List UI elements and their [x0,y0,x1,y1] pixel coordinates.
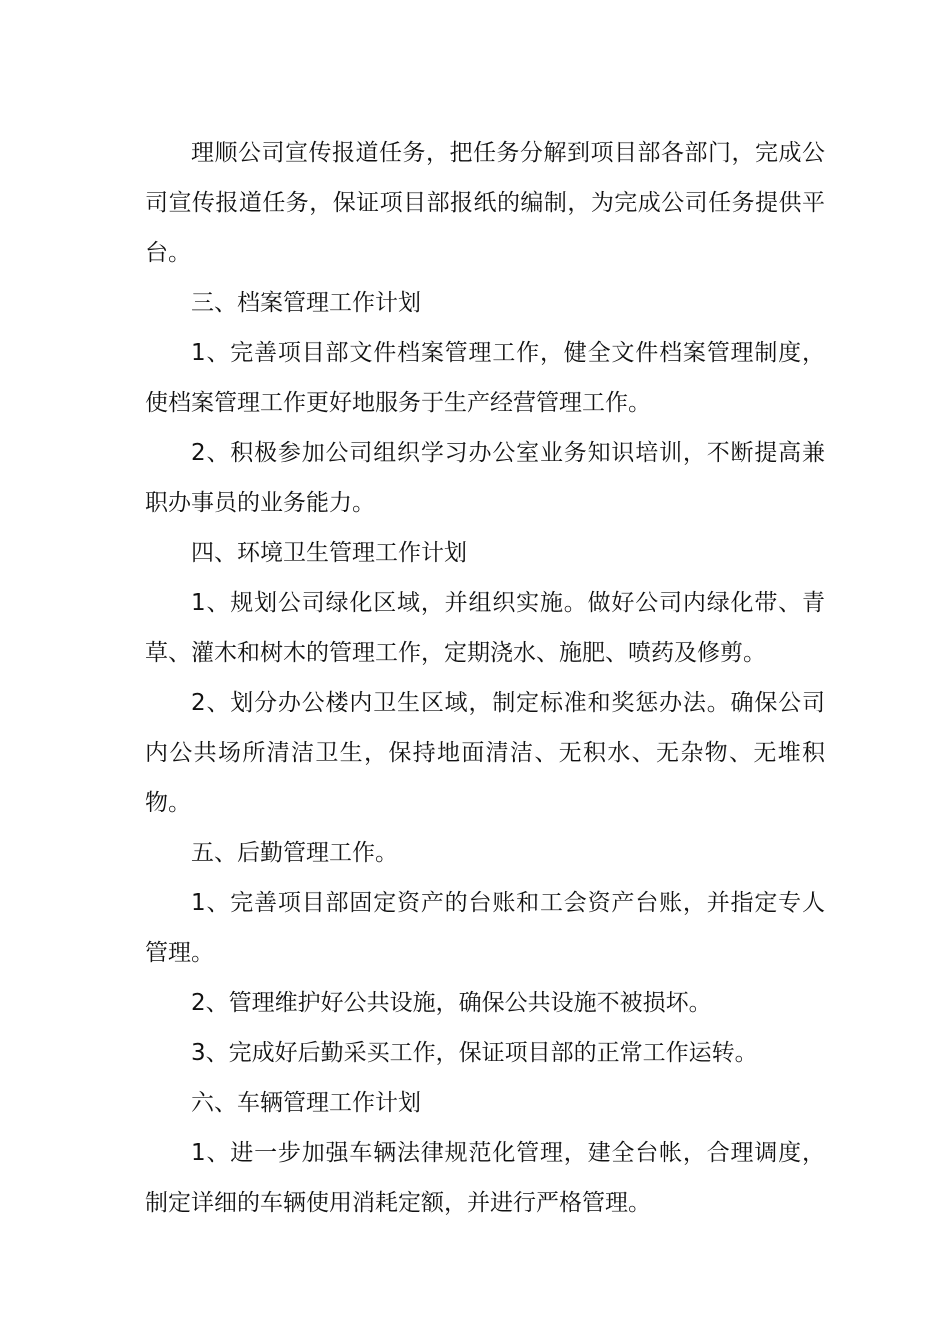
paragraph-logistics-item-2: 2、管理维护好公共设施，确保公共设施不被损坏。 [191,990,712,1016]
heading-archive-management: 三、档案管理工作计划 [191,290,421,316]
heading-logistics-management: 五、后勤管理工作。 [191,840,398,866]
paragraph-hygiene-item-2: 2、划分办公楼内卫生区域，制定标准和奖惩办法。确保公司内公共场所清洁卫生，保持地面清洁、无积水、无杂物、无堆积物。 [145,690,825,816]
paragraph-vehicle-item-1: 1、进一步加强车辆法律规范化管理，建全台帐，合理调度，制定详细的车辆使用消耗定额，并进行严格管理。 [145,1140,825,1216]
heading-vehicle-management: 六、车辆管理工作计划 [191,1090,421,1116]
paragraph-hygiene-item-1: 1、规划公司绿化区域，并组织实施。做好公司内绿化带、青草、灌木和树木的管理工作，定期浇水、施肥、喷药及修剪。 [145,590,825,666]
document-body [145,128,825,1228]
paragraph-logistics-item-1: 1、完善项目部固定资产的台账和工会资产台账，并指定专人管理。 [145,890,825,966]
paragraph-archive-item-1: 1、完善项目部文件档案管理工作，健全文件档案管理制度，使档案管理工作更好地服务于生产经营管理工作。 [145,340,825,416]
heading-environment-hygiene: 四、环境卫生管理工作计划 [191,540,467,566]
paragraph-archive-item-2: 2、积极参加公司组织学习办公室业务知识培训，不断提高兼职办事员的业务能力。 [145,440,825,516]
paragraph-publicity-task: 理顺公司宣传报道任务，把任务分解到项目部各部门，完成公司宣传报道任务，保证项目部报纸的编制，为完成公司任务提供平台。 [145,140,825,266]
paragraph-logistics-item-3: 3、完成好后勤采买工作，保证项目部的正常工作运转。 [191,1040,758,1066]
